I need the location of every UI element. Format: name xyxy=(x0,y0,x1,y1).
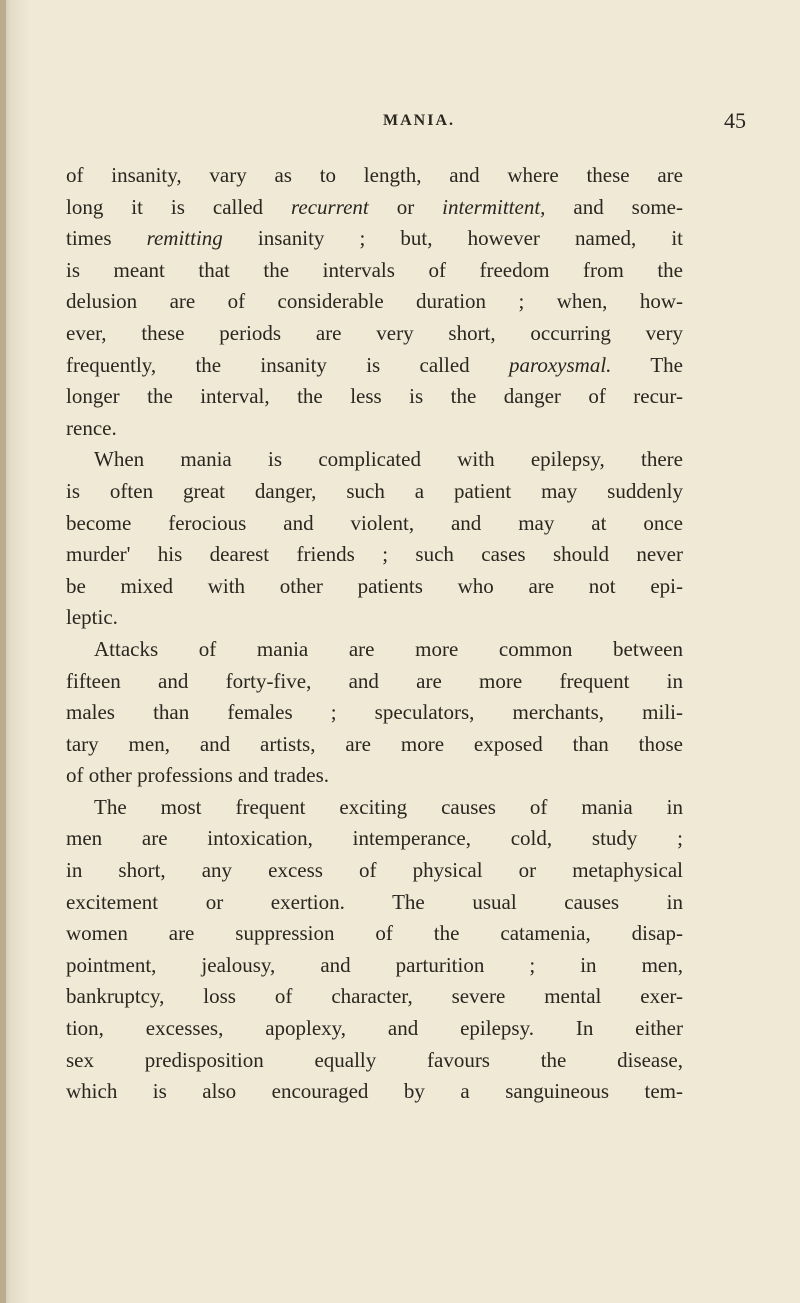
text-line: of other professions and trades. xyxy=(66,763,330,788)
text-line: sex predisposition equally favours the disease, xyxy=(66,1047,683,1072)
body-text xyxy=(66,160,683,1108)
paragraph-start-line: Attacks of mania are more common between xyxy=(94,636,683,661)
text-line: is meant that the intervals of freedom from the xyxy=(66,257,683,282)
text-line: males than females ; speculators, merchants, mili- xyxy=(66,700,683,725)
text-line: murder' his dearest friends ; such cases should never xyxy=(66,542,683,567)
italic-term: intermittent, xyxy=(442,194,546,219)
text-line: tion, excesses, apoplexy, and epilepsy. In either xyxy=(66,1016,683,1041)
book-spine-edge xyxy=(0,0,6,1303)
text-line: become ferocious and violent, and may at once xyxy=(66,510,683,535)
text-line: men are intoxication, intemperance, cold, study ; xyxy=(66,826,683,851)
text-line: delusion are of considerable duration ; when, how- xyxy=(66,289,683,314)
text-line: leptic. xyxy=(66,605,118,630)
text-line: be mixed with other patients who are not epi- xyxy=(66,573,683,598)
text-line: frequently, the insanity is called paroxysmal. The xyxy=(66,352,683,377)
text-line: rence. xyxy=(66,415,117,440)
paragraph-start-line: When mania is complicated with epilepsy, there xyxy=(94,447,683,472)
paragraph-start-line: The most frequent exciting causes of mania in xyxy=(94,794,683,819)
italic-term: recurrent xyxy=(290,194,369,219)
running-head: MANIA. xyxy=(383,112,455,129)
text-line: long it is called recurrent or intermittent, and some- xyxy=(66,194,683,219)
text-line: is often great danger, such a patient may suddenly xyxy=(66,478,683,503)
text-line: ever, these periods are very short, occurring very xyxy=(66,320,683,345)
text-line: tary men, and artists, are more exposed than those xyxy=(66,731,683,756)
text-line: women are suppression of the catamenia, disap- xyxy=(66,921,683,946)
text-line: longer the interval, the less is the danger of recur- xyxy=(66,384,683,409)
text-line: which is also encouraged by a sanguineous tem- xyxy=(66,1079,683,1104)
text-line: in short, any excess of physical or metaphysical xyxy=(66,858,683,883)
text-line: times remitting insanity ; but, however named, it xyxy=(66,226,683,251)
italic-term: remitting xyxy=(146,226,223,251)
page-header xyxy=(66,108,746,142)
text-line: fifteen and forty-five, and are more frequent in xyxy=(66,668,683,693)
text-line: of insanity, vary as to length, and where these are xyxy=(66,163,683,187)
page-number: 45 xyxy=(724,108,746,133)
text-line: pointment, jealousy, and parturition ; in men, xyxy=(66,952,683,977)
text-line: excitement or exertion. The usual causes in xyxy=(66,889,683,914)
text-line: bankruptcy, loss of character, severe mental exer- xyxy=(66,984,683,1009)
italic-term: paroxysmal. xyxy=(508,352,612,377)
